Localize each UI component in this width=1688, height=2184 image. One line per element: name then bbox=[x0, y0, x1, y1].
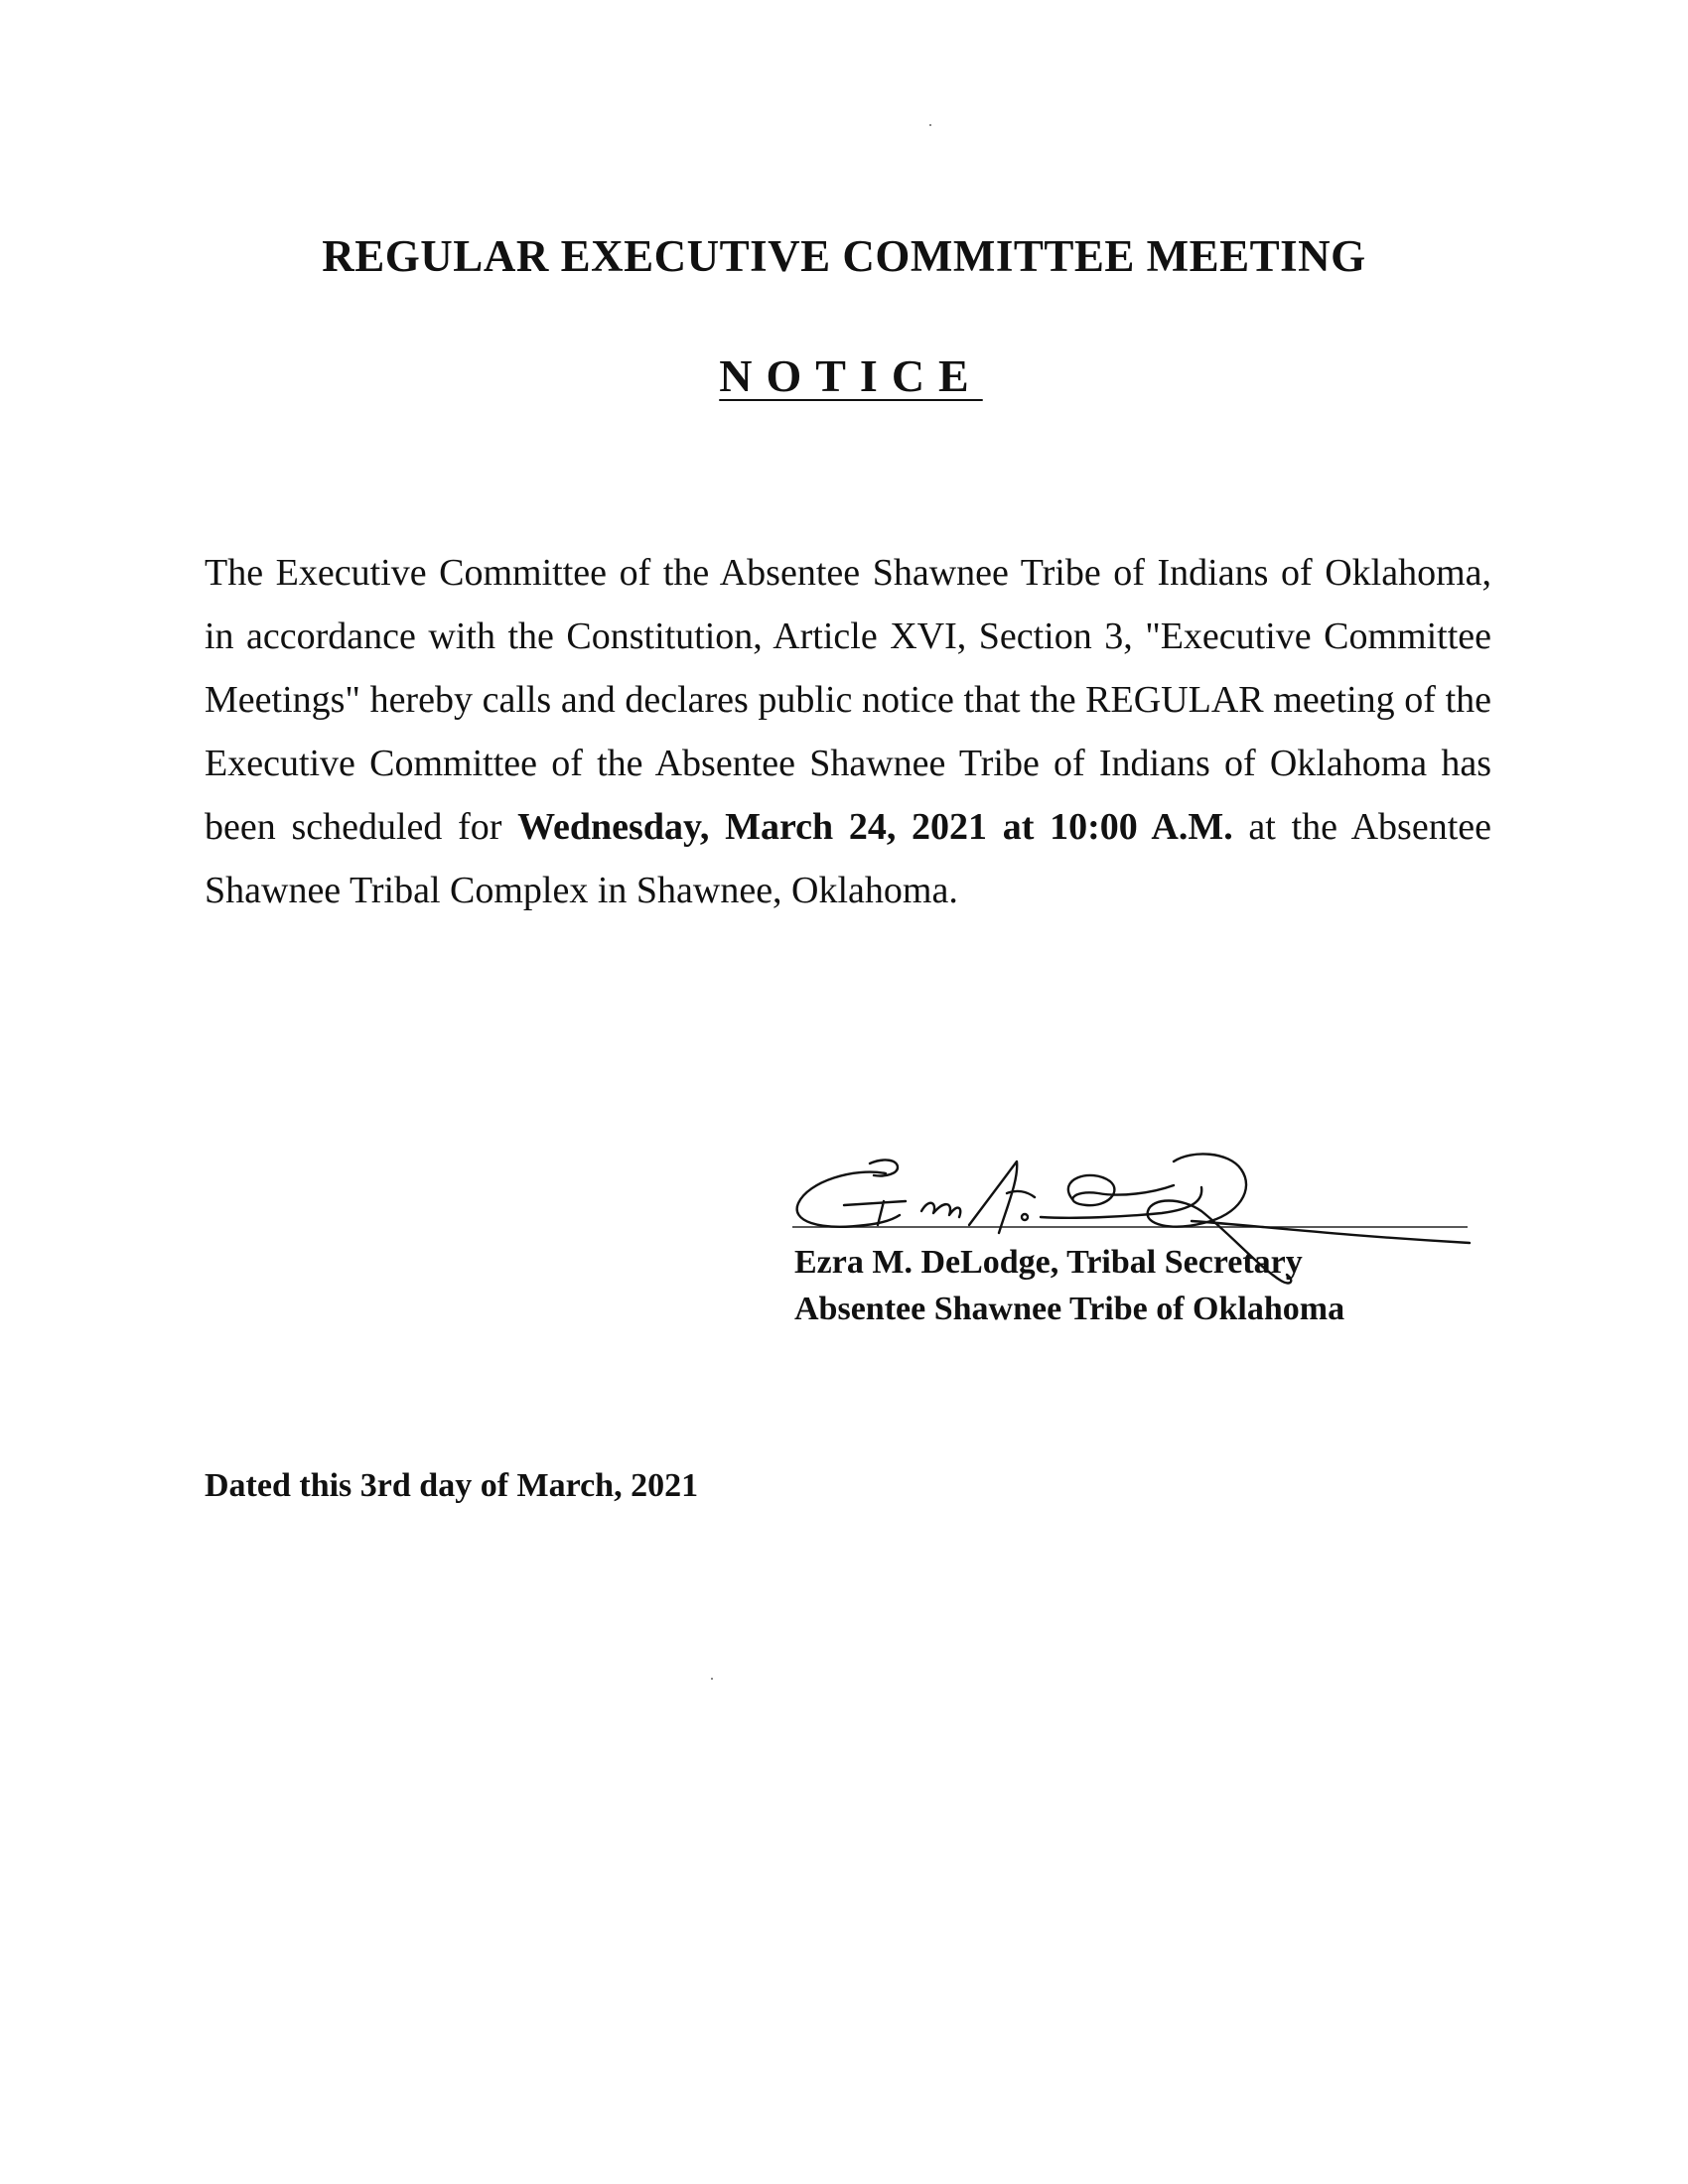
notice-heading-text: NOTICE bbox=[719, 350, 983, 401]
scan-speck bbox=[929, 124, 931, 126]
body-text-part1: The Executive Committee of the Absentee Shawnee Tribe of Indians of Oklahoma, in accordance with the Constitution, Article XVI, Section 3, "Executive Committee Meetings" hereby calls and declares public notice that the REGULAR meeting of the Executive Committee of the Absentee Shawnee Tribe of Indians of Oklahoma has been scheduled for bbox=[205, 552, 1491, 848]
notice-heading bbox=[0, 349, 1688, 402]
scan-speck bbox=[711, 1678, 713, 1680]
document-title: REGULAR EXECUTIVE COMMITTEE MEETING bbox=[322, 231, 1366, 281]
signatory-organization: Absentee Shawnee Tribe of Oklahoma bbox=[794, 1291, 1345, 1327]
body-text-part2: at the Absentee Shawnee Tribal Complex in Shawnee, Oklahoma. bbox=[205, 806, 1491, 911]
notice-body-paragraph bbox=[205, 541, 1491, 922]
meeting-date-time: Wednesday, March 24, 2021 at 10:00 A.M. bbox=[517, 806, 1233, 848]
signatory-name-title: Ezra M. DeLodge, Tribal Secretary bbox=[794, 1244, 1303, 1281]
dated-line: Dated this 3rd day of March, 2021 bbox=[205, 1467, 699, 1504]
